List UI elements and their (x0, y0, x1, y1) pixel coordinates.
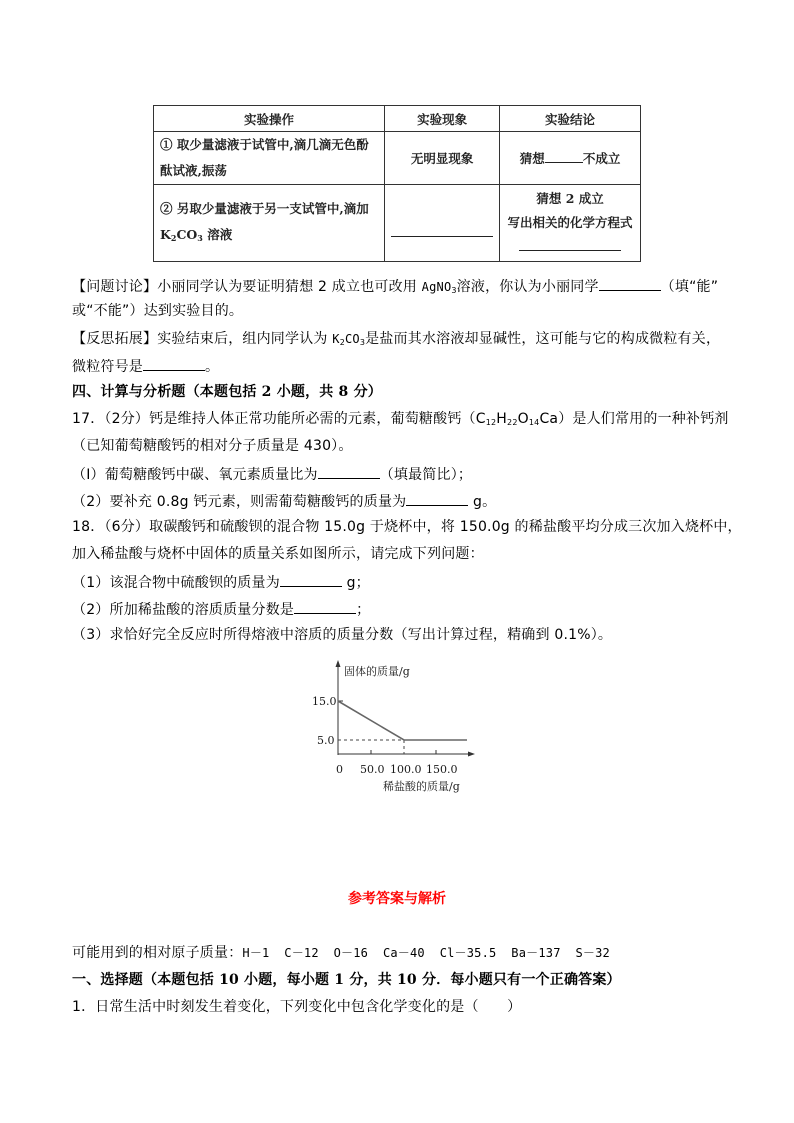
formula-part: 溶液 (202, 226, 233, 242)
y-tick-label: 5.0 (317, 734, 335, 747)
text: O (517, 411, 529, 427)
formula-part: CO (344, 332, 360, 346)
text: g。 (468, 494, 497, 510)
header-operation: 实验操作 (154, 106, 385, 132)
y-tick-label: 15.0 (312, 695, 337, 708)
x-axis-label: 稀盐酸的质量/g (383, 780, 460, 793)
reflection-line2 (72, 356, 219, 376)
text: 【问题讨论】小丽同学认为要证明猜想 2 成立也可改用 (72, 279, 422, 295)
x-tick-label: 150.0 (426, 763, 458, 776)
text: Ca）是人们常用的一种补钙剂 (539, 411, 729, 427)
q17-part2 (72, 491, 496, 511)
atomic-masses-line (72, 944, 610, 962)
text: （2）要补充 0.8g 钙元素，则需葡萄糖酸钙的质量为 (72, 494, 407, 510)
q18-part1 (72, 572, 370, 592)
q18-line1: 18．（6分）取碳酸钙和硫酸钡的混合物 15.0g 于烧杯中，将 150.0g 的稀盐酸平均分成三次加入烧杯中， (72, 519, 742, 535)
formula-part: K (332, 332, 340, 346)
row1-operation-line2: 酞试液,振荡 (160, 163, 227, 178)
mass-relationship-chart (300, 655, 500, 800)
row2-conclusion-line1: 猜想 2 成立 (536, 191, 604, 206)
text: 可能用到的相对原子质量： (72, 945, 243, 961)
text: H (496, 411, 508, 427)
text: （填最简比）； (379, 467, 473, 483)
data-line (338, 701, 467, 740)
table-row (154, 185, 641, 262)
conclusion-suffix: 不成立 (582, 151, 621, 166)
text: 【反思拓展】实验结束后，组内同学认为 (72, 331, 333, 347)
experiment-table (153, 105, 641, 262)
table-header-row (154, 106, 641, 132)
x-tick-label: 50.0 (360, 763, 385, 776)
formula-subscript: 14 (528, 418, 540, 427)
discussion-line2: 或“不能”）达到实验目的。 (72, 303, 244, 319)
section1-heading: 一、选择题（本题包括 10 小题，每小题 1 分，共 10 分．每小题只有一个正确答案） (72, 972, 621, 988)
row2-conclusion (500, 185, 641, 262)
formula-subscript: 3 (197, 232, 203, 243)
text: （填“能” (660, 279, 719, 295)
q1-line: 1．日常生活中时刻发生着变化，下列变化中包含化学变化的是（ ） (72, 999, 522, 1015)
conclusion-prefix: 猜想 (519, 151, 545, 166)
answer-blank[interactable] (294, 599, 356, 614)
row2-operation-line1: ② 另取少量滤液于另一支试管中,滴加 (160, 200, 369, 216)
answer-blank[interactable] (519, 238, 621, 252)
formula-part: AgNO (421, 280, 452, 294)
answer-blank[interactable] (143, 356, 205, 371)
answer-blank[interactable] (599, 276, 661, 291)
text: 溶液，你认为小丽同学 (456, 279, 599, 295)
answer-blank[interactable] (406, 491, 468, 506)
row2-conclusion-line2: 写出相关的化学方程式 (507, 215, 633, 230)
formula-part: K (160, 226, 171, 242)
y-axis-label: 固体的质量/g (344, 665, 410, 678)
atomic-masses-values: H－1 C－12 O－16 Ca－40 Cl－35.5 Ba－137 S－32 (242, 946, 610, 960)
formula-subscript: 3 (451, 286, 457, 295)
text: 微粒符号是 (72, 359, 143, 375)
formula-subscript: 2 (339, 338, 345, 347)
text: 。 (205, 359, 220, 375)
q17-line1 (72, 410, 729, 432)
discussion-line1 (72, 276, 718, 300)
formula-part: CO (176, 226, 198, 242)
row1-operation-line1: ① 取少量滤液于试管中,滴几滴无色酚 (160, 137, 369, 152)
q18-line2: 加入稀盐酸与烧杯中固体的质量关系如图所示，请完成下列问题： (72, 546, 484, 562)
formula-subscript: 12 (485, 418, 497, 427)
formula-subscript: 22 (507, 418, 518, 427)
text: 17．（2分）钙是维持人体正常功能所必需的元素，葡萄糖酸钙（C (72, 411, 486, 427)
table-row (154, 132, 641, 185)
row1-conclusion (500, 132, 641, 185)
answer-blank[interactable] (545, 150, 583, 164)
row1-phenomenon: 无明显现象 (385, 132, 500, 185)
formula-subscript: 2 (170, 232, 177, 243)
header-phenomenon: 实验现象 (385, 106, 500, 132)
answer-section-title: 参考答案与解析 (348, 891, 446, 907)
text: g； (341, 575, 370, 591)
q17-line2: （已知葡萄糖酸钙的相对分子质量是 430）。 (72, 438, 353, 454)
formula-subscript: 3 (359, 338, 366, 347)
x-tick-label: 100.0 (390, 763, 422, 776)
text: （I）葡萄糖酸钙中碳、氧元素质量比为 (72, 467, 318, 483)
answer-blank[interactable] (318, 464, 380, 479)
row2-operation (154, 185, 385, 262)
reflection-line1 (72, 330, 720, 352)
x-axis-arrow-icon (468, 752, 475, 757)
text: 是盐而其水溶液却显碱性，这可能与它的构成微粒有关， (365, 331, 721, 347)
row2-operation-line2 (160, 222, 378, 251)
text: （2）所加稀盐酸的溶质质量分数是 (72, 602, 295, 618)
header-conclusion: 实验结论 (500, 106, 641, 132)
y-axis-arrow-icon (336, 660, 341, 667)
q17-part1 (72, 464, 472, 484)
text: ； (356, 602, 371, 618)
row1-operation (154, 132, 385, 185)
row2-phenomenon (385, 185, 500, 262)
answer-blank[interactable] (391, 224, 493, 238)
q18-part3: （3）求恰好完全反应时所得熔液中溶质的质量分数（写出计算过程，精确到 0.1%）。 (72, 627, 613, 643)
text: （1）该混合物中硫酸钡的质量为 (72, 575, 280, 591)
q18-part2 (72, 599, 370, 619)
section4-heading: 四、计算与分析题（本题包括 2 小题，共 8 分） (72, 384, 382, 400)
answer-blank[interactable] (280, 572, 342, 587)
x-tick-label: 0 (336, 763, 343, 776)
